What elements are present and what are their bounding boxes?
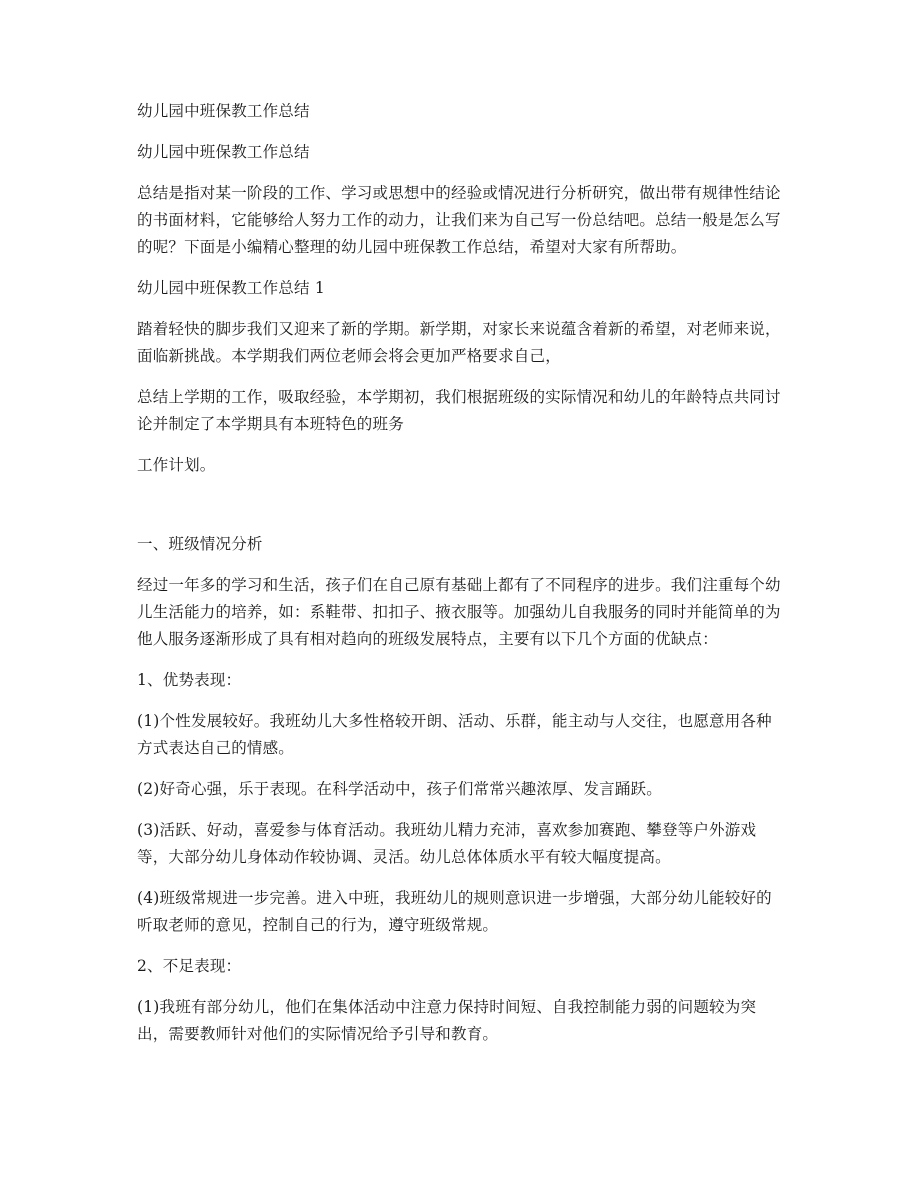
paragraph-new-semester: 踏着轻快的脚步我们又迎来了新的学期。新学期，对家长来说蕴含着新的希望，对老师来说，面临新挑战。本学期我们两位老师会将会更加严格要求自己， (137, 320, 781, 365)
document-subtitle: 幼儿园中班保教工作总结 (137, 143, 310, 161)
strength-item: (2)好奇心强，乐于表现。在科学活动中，孩子们常常兴趣浓厚、发言踊跃。 (137, 780, 662, 798)
document-title: 幼儿园中班保教工作总结 (137, 102, 310, 120)
section-heading: 幼儿园中班保教工作总结 1 (137, 279, 325, 297)
strength-item: (3)活跃、好动，喜爱参与体育活动。我班幼儿精力充沛，喜欢参加赛跑、攀登等户外游戏等，大部分幼儿身体动作较协调、灵活。幼儿总体体质水平有较大幅度提高。 (137, 821, 757, 866)
strength-item: (1)个性发展较好。我班幼儿大多性格较开朗、活动、乐群，能主动与人交往，也愿意用各种方式表达自己的情感。 (137, 712, 772, 757)
weakness-item: (1)我班有部分幼儿，他们在集体活动中注意力保持时间短、自我控制能力弱的问题较为突出，需要教师针对他们的实际情况给予引导和教育。 (137, 998, 757, 1043)
heading-class-analysis: 一、班级情况分析 (137, 535, 263, 553)
paragraph-work-plan: 工作计划。 (137, 456, 216, 474)
paragraph-analysis: 经过一年多的学习和生活，孩子们在自己原有基础上都有了不同程序的进步。我们注重每个幼儿生活能力的培养，如：系鞋带、扣扣子、掖衣服等。加强幼儿自我服务的同时并能简单的为他人服务逐渐形成了具有相对趋向的班级发展特点，主要有以下几个方面的优缺点： (137, 576, 781, 648)
paragraph-summary: 总结上学期的工作，吸取经验，本学期初，我们根据班级的实际情况和幼儿的年龄特点共同讨论并制定了本学期具有本班特色的班务 (137, 388, 781, 433)
document-page (137, 98, 787, 1048)
strength-item: (4)班级常规进一步完善。进入中班，我班幼儿的规则意识进一步增强，大部分幼儿能较好的听取老师的意见，控制自己的行为，遵守班级常规。 (137, 889, 772, 934)
heading-weaknesses: 2、不足表现： (137, 957, 242, 975)
intro-paragraph: 总结是指对某一阶段的工作、学习或思想中的经验或情况进行分析研究，做出带有规律性结论的书面材料，它能够给人努力工作的动力，让我们来为自己写一份总结吧。总结一般是怎么写的呢？下面是小编精心整理的幼儿园中班保教工作总结，希望对大家有所帮助。 (137, 184, 781, 256)
heading-strengths: 1、优势表现： (137, 671, 242, 689)
